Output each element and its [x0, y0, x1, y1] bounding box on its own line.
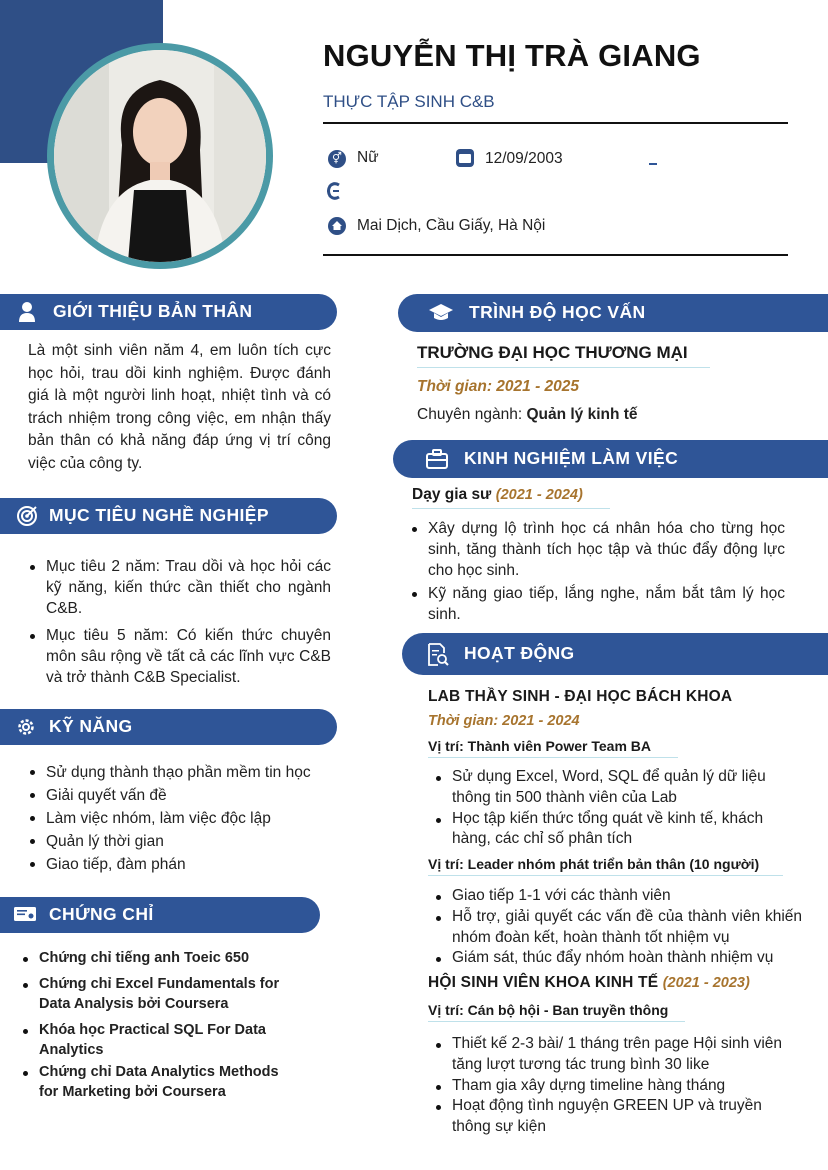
org1-name: LAB THẦY SINH - ĐẠI HỌC BÁCH KHOA — [428, 688, 733, 705]
list-item: Làm việc nhóm, làm việc độc lập — [46, 807, 346, 830]
gear-icon — [15, 716, 37, 738]
section-header-education — [398, 294, 828, 332]
list-item: Tham gia xây dựng timeline hàng tháng — [452, 1076, 792, 1097]
gender-icon: ⚥ — [328, 150, 346, 168]
major-label: Chuyên ngành: — [417, 406, 527, 423]
target-icon — [16, 505, 38, 527]
list-item: Học tập kiến thức tổng quát về kinh tế, khách hàng, các chỉ số phân tích — [452, 809, 787, 851]
list-item: Quản lý thời gian — [46, 830, 346, 853]
org1-position2: Vị trí: Leader nhóm phát triển bản thân (10 người) — [428, 856, 783, 876]
list-item: Chứng chỉ Excel Fundamentals for Data Analysis bởi Coursera — [39, 974, 301, 1015]
section-title-about: GIỚI THIỆU BẢN THÂN — [53, 301, 253, 321]
briefcase-icon — [426, 449, 448, 469]
experience-list — [428, 518, 785, 625]
list-item: Giao tiếp 1-1 với các thành viên — [452, 886, 802, 907]
graduation-cap-icon — [428, 303, 454, 323]
org2-position: Vị trí: Cán bộ hội - Ban truyền thông — [428, 1002, 685, 1022]
document-search-icon — [427, 643, 449, 667]
list-item: Giao tiếp, đàm phán — [46, 853, 346, 876]
avatar — [54, 50, 266, 262]
position1-list — [452, 767, 787, 850]
goals-list — [46, 556, 331, 688]
section-title-activities: HOẠT ĐỘNG — [464, 643, 575, 663]
about-text: Là một sinh viên năm 4, em luôn tích cực học hỏi, trau dồi kinh nghiệm. Được đánh giá là một người linh hoạt, nhiệt tình và có trách nhiệm trong công việc, em nhận thấy bản thân có khả năng đáp ứng vị trí công việc của công ty. — [28, 342, 331, 472]
job-title: Dạy gia sư — [412, 486, 492, 503]
divider-top — [323, 122, 788, 124]
user-icon — [17, 301, 37, 323]
section-header-experience — [393, 440, 828, 478]
list-item: Giải quyết vấn đề — [46, 784, 346, 807]
list-item: Thiết kế 2-3 bài/ 1 tháng trên page Hội sinh viên tăng lượt tương tác trung bình 30 like — [452, 1034, 792, 1076]
org2-period: (2021 - 2023) — [662, 975, 750, 991]
dash-mark — [649, 163, 657, 165]
list-item: Xây dựng lộ trình học cá nhân hóa cho từng học sinh, tăng thành tích học tập và thúc đẩy động lực cho học sinh. — [428, 520, 785, 579]
calendar-icon — [456, 149, 474, 167]
org2-name: HỘI SINH VIÊN KHOA KINH TẾ — [428, 974, 659, 991]
address-value: Mai Dịch, Cầu Giấy, Hà Nội — [357, 217, 546, 234]
job-period: (2021 - 2024) — [495, 487, 583, 503]
school-name: TRƯỜNG ĐẠI HỌC THƯƠNG MẠI — [417, 343, 710, 368]
certs-list — [39, 948, 301, 1103]
list-item: Giám sát, thúc đẩy nhóm hoàn thành nhiệm vụ — [452, 948, 802, 969]
section-title-goals: MỤC TIÊU NGHỀ NGHIỆP — [49, 505, 269, 525]
list-item: Sử dụng Excel, Word, SQL để quản lý dữ liệu thông tin 500 thành viên của Lab — [452, 767, 787, 809]
list-item: Mục tiêu 5 năm: Có kiến thức chuyên môn sâu rộng về tất cả các lĩnh vực C&B và trở thành C&B Specialist. — [46, 627, 331, 686]
section-header-activities — [402, 633, 828, 675]
section-header-certs — [0, 897, 320, 933]
education-time: Thời gian: 2021 - 2025 — [417, 378, 580, 395]
certificate-icon — [13, 906, 37, 924]
list-item: Khóa học Practical SQL For Data Analytics — [39, 1020, 301, 1061]
job-heading — [412, 486, 610, 509]
avatar-illustration — [54, 50, 266, 262]
list-item: Chứng chỉ tiếng anh Toeic 650 — [39, 948, 301, 969]
divider-bottom — [323, 254, 788, 256]
org1-time: Thời gian: 2021 - 2024 — [428, 713, 580, 729]
position2-list — [452, 886, 802, 969]
section-header-goals — [0, 498, 337, 534]
dob-value: 12/09/2003 — [485, 150, 563, 167]
list-item: Mục tiêu 2 năm: Trau dồi và học hỏi các kỹ năng, kiến thức cần thiết cho ngành C&B. — [46, 558, 331, 617]
list-item: Hoạt động tình nguyện GREEN UP và truyền thông sự kiện — [452, 1096, 792, 1138]
major-value: Quản lý kinh tế — [526, 406, 638, 423]
org2-heading — [428, 974, 750, 992]
candidate-name: NGUYỄN THỊ TRÀ GIANG — [323, 38, 701, 73]
candidate-role: THỰC TẬP SINH C&B — [323, 92, 495, 111]
education-major — [417, 404, 638, 425]
list-item: Sử dụng thành thạo phần mềm tin học — [46, 761, 346, 784]
section-title-skills: KỸ NĂNG — [49, 716, 133, 736]
section-title-experience: KINH NGHIỆM LÀM VIỆC — [464, 448, 679, 468]
section-header-skills — [0, 709, 337, 745]
section-title-education: TRÌNH ĐỘ HỌC VẤN — [469, 302, 646, 322]
position3-list — [452, 1034, 792, 1138]
home-icon — [328, 217, 346, 235]
skills-list — [46, 761, 346, 876]
list-item: Chứng chỉ Data Analytics Methods for Marketing bởi Coursera — [39, 1062, 301, 1103]
phone-icon — [327, 182, 341, 200]
list-item: Kỹ năng giao tiếp, lắng nghe, nắm bắt tâm lý học sinh. — [428, 585, 785, 623]
list-item: Hỗ trợ, giải quyết các vấn đề của thành viên khiến nhóm đoàn kết, hoàn thành tốt nhiệm vụ — [452, 907, 802, 949]
section-header-about — [0, 294, 337, 330]
gender-value: Nữ — [357, 149, 379, 166]
org1-position1: Vị trí: Thành viên Power Team BA — [428, 738, 678, 758]
section-title-certs: CHỨNG CHỈ — [49, 904, 154, 924]
